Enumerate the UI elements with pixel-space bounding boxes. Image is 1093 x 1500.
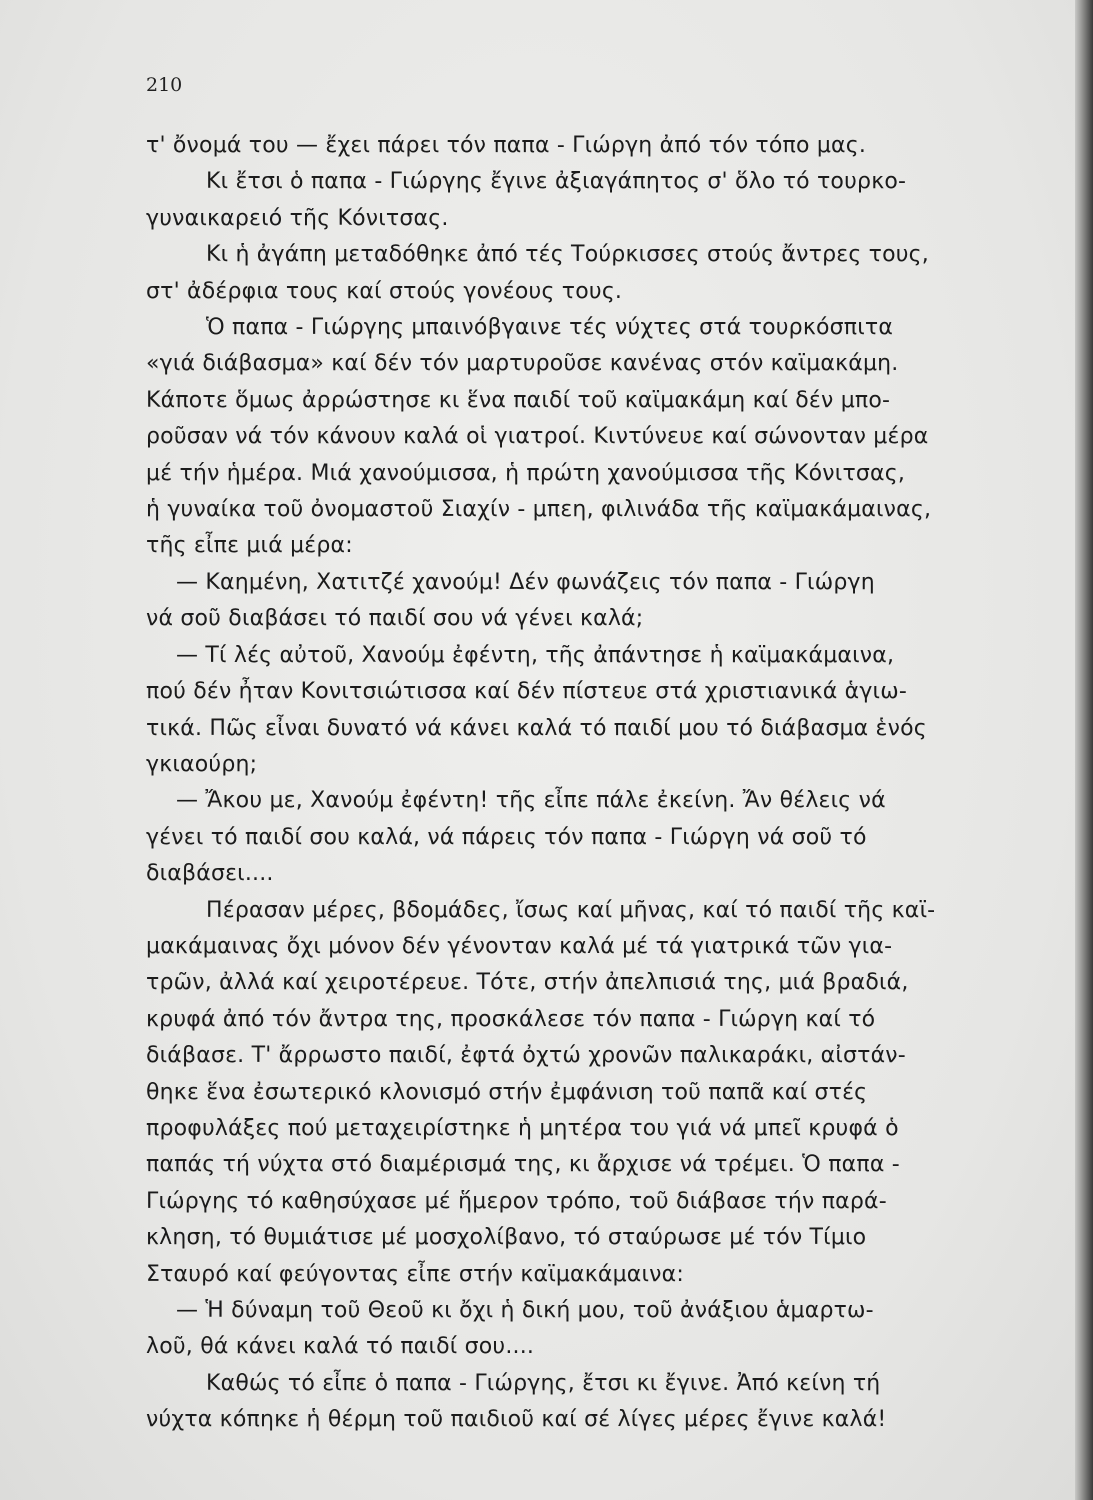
text-line: νά σοῦ διαβάσει τό παιδί σου νά γένει καλά; — [146, 606, 644, 632]
page-edge — [1075, 0, 1093, 1500]
text-line: τρῶν, ἀλλά καί χειροτέρευε. Τότε, στήν ἀπελπισιά της, μιά βραδιά, — [146, 970, 909, 996]
body-text — [146, 128, 1008, 1439]
text-line: μακάμαινας ὄχι μόνον δέν γένονταν καλά μέ τά γιατρικά τῶν για- — [146, 933, 893, 959]
text-line: νύχτα κόπηκε ἡ θέρμη τοῦ παιδιοῦ καί σέ λίγες μέρες ἔγινε καλά! — [146, 1407, 887, 1433]
page-number: 210 — [146, 74, 183, 96]
text-line: προφυλάξες πού μεταχειρίστηκε ἡ μητέρα του γιά νά μπεῖ κρυφά ὁ — [146, 1115, 899, 1141]
text-line: Καθώς τό εἶπε ὁ παπα - Γιώργης, ἔτσι κι ἔγινε. Ἀπό κείνη τή — [206, 1370, 881, 1396]
text-line: στ' ἀδέρφια τους καί στούς γονέους τους. — [146, 278, 623, 304]
text-line: Γιώργης τό καθησύχασε μέ ἥμερον τρόπο, τοῦ διάβασε τήν παρά- — [146, 1188, 887, 1214]
text-line: λοῦ, θά κάνει καλά τό παιδί σου.... — [146, 1334, 535, 1360]
text-line: — Καημένη, Χατιτζέ χανούμ! Δέν φωνάζεις τόν παπα - Γιώργη — [176, 569, 875, 595]
text-line: γκιαούρη; — [146, 751, 258, 777]
text-line: — Τί λές αὐτοῦ, Χανούμ ἐφέντη, τῆς ἀπάντησε ἡ καϊμακάμαινα, — [176, 642, 895, 668]
text-line: — Ἡ δύναμη τοῦ Θεοῦ κι ὄχι ἡ δική μου, τοῦ ἀνάξιου ἁμαρτω- — [176, 1298, 874, 1323]
text-line: κρυφά ἀπό τόν ἄντρα της, προσκάλεσε τόν παπα - Γιώργη καί τό — [146, 1006, 876, 1032]
text-line: πού δέν ἦταν Κονιτσιώτισσα καί δέν πίστευε στά χριστιανικά ἁγιω- — [146, 679, 907, 705]
text-line: γένει τό παιδί σου καλά, νά πάρεις τόν παπα - Γιώργη νά σοῦ τό — [146, 824, 867, 850]
text-line: Πέρασαν μέρες, βδομάδες, ἴσως καί μῆνας, καί τό παιδί τῆς καϊ- — [206, 897, 936, 923]
text-line: Ὁ παπα - Γιώργης μπαινόβγαινε τές νύχτες στά τουρκόσπιτα — [206, 315, 894, 341]
text-line: παπάς τή νύχτα στό διαμέρισμά της, κι ἄρχισε νά τρέμει. Ὁ παπα - — [146, 1152, 900, 1178]
text-line: τ' ὄνομά του — ἔχει πάρει τόν παπα - Γιώργη ἀπό τόν τόπο μας. — [146, 133, 867, 158]
text-line: γυναικαρειό τῆς Κόνιτσας. — [146, 205, 449, 231]
text-line: τῆς εἶπε μιά μέρα: — [146, 533, 353, 559]
text-line: ἡ γυναίκα τοῦ ὀνομαστοῦ Σιαχίν - μπεη, φιλινάδα τῆς καϊμακάμαινας, — [146, 497, 932, 523]
text-line: διαβάσει.... — [146, 861, 274, 887]
text-line: ροῦσαν νά τόν κάνουν καλά οἱ γιατροί. Κιντύνευε καί σώνονταν μέρα — [146, 424, 929, 450]
text-line: κληση, τό θυμιάτισε μέ μοσχολίβανο, τό σταύρωσε μέ τόν Τίμιο — [146, 1225, 867, 1251]
text-line: Σταυρό καί φεύγοντας εἶπε στήν καϊμακάμαινα: — [146, 1261, 684, 1287]
text-line: Κι ἡ ἀγάπη μεταδόθηκε ἀπό τές Τούρκισσες στούς ἄντρες τους, — [206, 242, 929, 268]
text-line: — Ἄκου με, Χανούμ ἐφέντη! τῆς εἶπε πάλε ἐκείνη. Ἄν θέλεις νά — [176, 788, 886, 814]
text-line: μέ τήν ἡμέρα. Μιά χανούμισσα, ἡ πρώτη χανούμισσα τῆς Κόνιτσας, — [146, 460, 906, 486]
text-line: τικά. Πῶς εἶναι δυνατό νά κάνει καλά τό παιδί μου τό διάβασμα ἑνός — [146, 715, 927, 741]
text-line: διάβασε. Τ' ἄρρωστο παιδί, ἐφτά ὀχτώ χρονῶν παλικαράκι, αἰστάν- — [146, 1043, 906, 1069]
text-line: «γιά διάβασμα» καί δέν τόν μαρτυροῦσε κανένας στόν καϊμακάμη. — [146, 351, 899, 377]
text-line: Κάποτε ὅμως ἀρρώστησε κι ἕνα παιδί τοῦ καϊμακάμη καί δέν μπο- — [146, 387, 891, 413]
text-line: θηκε ἕνα ἐσωτερικό κλονισμό στήν ἐμφάνιση τοῦ παπᾶ καί στές — [146, 1079, 868, 1105]
text-line: Κι ἔτσι ὁ παπα - Γιώργης ἔγινε ἀξιαγάπητος σ' ὅλο τό τουρκο- — [206, 169, 907, 195]
